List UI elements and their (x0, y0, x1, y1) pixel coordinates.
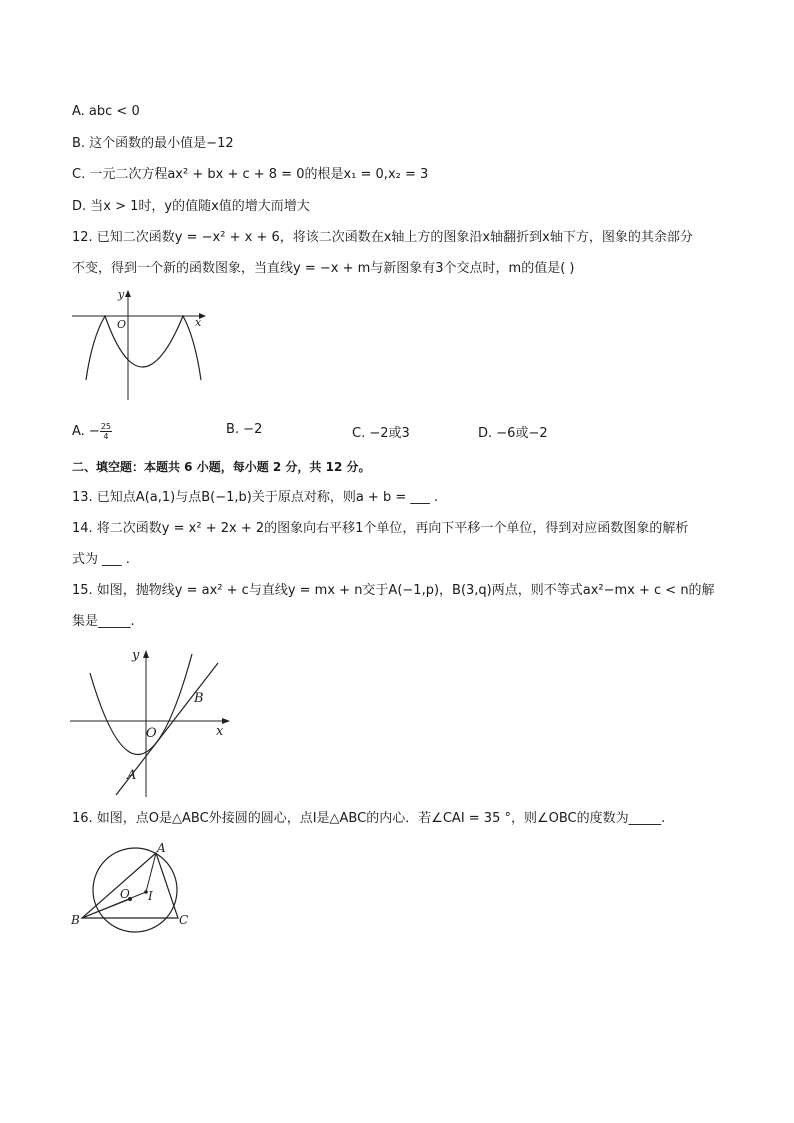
q15-point-b-label: B (194, 691, 204, 706)
q15-stem-line1: 15. 如图，抛物线y = ax² + c与直线y = mx + n交于A(−1,p)，B(3,q)两点，则不等式ax²−mx + c < n的解 (72, 583, 715, 598)
q15-x-label: x (216, 724, 224, 739)
q11-option-b: B. 这个函数的最小值是−12 (72, 136, 234, 151)
q12-x-label: x (195, 316, 202, 329)
q15-stem-line2: 集是_____. (72, 614, 135, 629)
q12-y-label: y (118, 288, 125, 301)
q11-option-d: D. 当x > 1时，y的值随x值的增大而增大 (72, 199, 310, 214)
q16-triangle (82, 853, 178, 918)
q12-choice-a-fraction (100, 422, 112, 441)
q15-point-a-label: A (127, 768, 137, 783)
q12-choice-c: C. −2或3 (352, 426, 410, 441)
q11-option-a: A. abc < 0 (72, 104, 140, 119)
q12-fraction-numerator: 25 (100, 422, 112, 431)
q12-figure (70, 288, 210, 404)
q12-fraction-denominator: 4 (103, 432, 109, 441)
q12-choice-b: B. −2 (226, 422, 263, 437)
q16-figure (68, 840, 198, 935)
q12-choice-a-prefix: A. − (72, 424, 100, 439)
q16-label-c: C (179, 913, 189, 927)
q12-choice-a (72, 422, 112, 441)
q16-circumcircle (93, 848, 177, 932)
q15-origin-label: O (146, 726, 157, 741)
q12-choice-d: D. −6或−2 (478, 426, 548, 441)
q12-origin-label: O (117, 318, 127, 331)
q12-stem-line1: 12. 已知二次函数y = −x² + x + 6，将该二次函数在x轴上方的图象沿x轴翻折到x轴下方，图象的其余部分 (72, 230, 693, 245)
q16-segment-ob (82, 899, 130, 918)
q16-segment-ai (146, 853, 156, 892)
q16-label-i: I (148, 889, 153, 903)
q16-label-b: B (71, 913, 80, 927)
q15-figure (68, 645, 238, 800)
q13-text: 13. 已知点A(a,1)与点B(−1,b)关于原点对称，则a + b = ___ . (72, 490, 439, 505)
q16-stem: 16. 如图，点O是△ABC外接圆的圆心，点I是△ABC的内心．若∠CAI = 35 °，则∠OBC的度数为_____. (72, 811, 666, 826)
q14-stem-line2: 式为 ___ . (72, 552, 130, 567)
q15-y-label: y (132, 648, 140, 663)
q14-stem-line1: 14. 将二次函数y = x² + 2x + 2的图象向右平移1个单位，再向下平移一个单位，得到对应函数图象的解析 (72, 521, 689, 536)
q12-curve (86, 316, 201, 380)
q16-label-o: O (120, 887, 130, 901)
q15-parabola (90, 654, 192, 754)
section-heading: 二、填空题：本题共 6 小题，每小题 2 分，共 12 分。 (72, 460, 371, 474)
q16-label-a: A (157, 841, 166, 855)
q12-stem-line2: 不变，得到一个新的函数图象，当直线y = −x + m与新图象有3个交点时，m的值是( ) (72, 261, 575, 276)
q11-option-c: C. 一元二次方程ax² + bx + c + 8 = 0的根是x₁ = 0,x₂ = 3 (72, 167, 429, 182)
q12-y-arrow (125, 290, 131, 297)
q15-y-arrow (143, 650, 149, 658)
